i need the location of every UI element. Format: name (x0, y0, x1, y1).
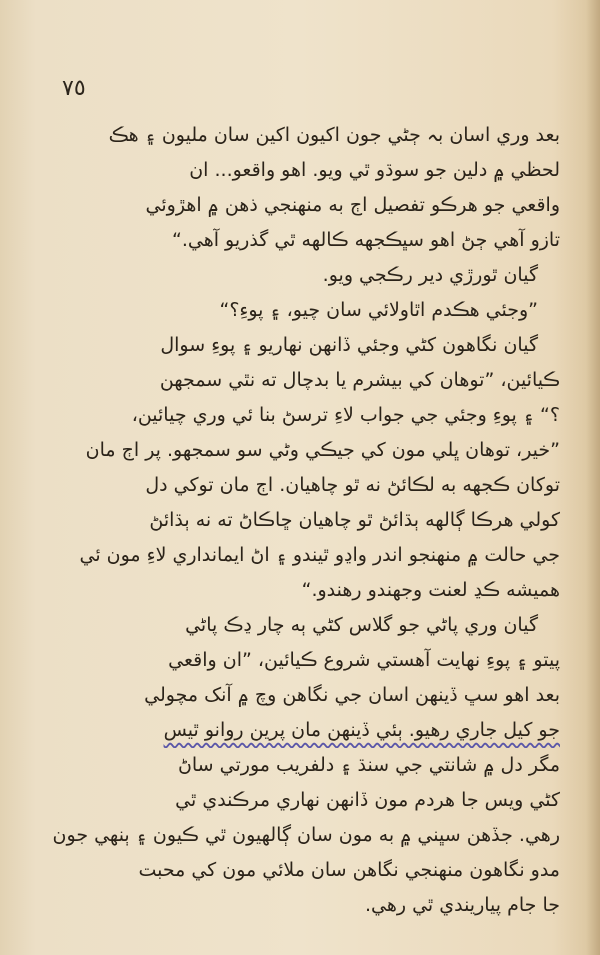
page-edge-shadow (586, 0, 600, 955)
text-line: ؟“ ۽ پوءِ وجئي جي جواب لاءِ ترسڻ بنا ئي وري چيائين، (131, 404, 560, 426)
text-line: گيان نگاهون کڻي وجئي ڏانهن نهاريو ۽ پوءِ سوال (160, 334, 538, 356)
text-line: کولي هرڪا ڳالهه ٻڌائڻ ٿو چاهيان ڇاڪاڻ ته نه ٻڌائڻ (149, 509, 560, 531)
text-line: ڪيائين، ”توهان کي بيشرم يا بدچال ته نٿي سمجهن (159, 369, 560, 391)
text-line: رهي. جڏهن سڀني ۾ به مون سان ڳالهيون ٿي ڪيون ۽ ٻنهي جون (52, 824, 560, 846)
text-line: جا جام پياريندي ٿي رهي. (364, 894, 560, 916)
text-line: ”وجئي هڪدم اٿاولائي سان چيو، ۽ پوءِ؟“ (219, 299, 538, 321)
text-line: توکان ڪجهه به لڪائڻ نه ٿو چاهيان. اڄ مان توکي دل (145, 474, 560, 496)
text-line: ”خير، توهان ڀلي مون کي جيڪي وڻي سو سمجهو. پر اڄ مان (85, 439, 560, 461)
text-line: پيتو ۽ پوءِ نهايت آهستي شروع ڪيائين، ”ان واقعي (168, 649, 560, 671)
text-line: جي حالت ۾ منهنجو اندر واڍو ٿيندو ۽ اڻ ايمانداري لاءِ مون ئي (79, 544, 560, 566)
text-line: بعد اهو سڀ ڏينهن اسان جي نگاهن وچ ۾ آنک مچولي (144, 684, 560, 706)
text-line: بعد وري اسان بہ ڄڻي جون اکيون اکين سان مليون ۽ هڪ (108, 124, 560, 146)
body-text (40, 118, 560, 923)
text-line: گيان وري پاڻي جو گلاس کڻي ٻه چار ڍڪ پاڻي (185, 614, 538, 636)
page-number: ٧٥ (62, 76, 86, 101)
text-line: مدو نگاهون منهنجي نگاهن سان ملائي مون کي محبت (138, 859, 560, 881)
underlined-text-line: جو کيل جاري رهيو. ٻئي ڏينهن مان پرين روانو ٿيس (163, 719, 560, 741)
text-line: هميشه ڪڍ لعنت وجهندو رهندو.“ (301, 579, 560, 601)
text-line: گيان ٿورڙي دير رڪجي ويو. (322, 264, 538, 286)
text-line: کڻي ويس جا هردم مون ڏانهن نهاري مرڪندي ٿي (175, 789, 560, 811)
text-line: واقعي جو هرڪو تفصيل اڄ به منهنجي ذهن ۾ اهڙوئي (145, 194, 560, 216)
text-line: تازو آهي ڄڻ اهو سڀڪجهه ڪالهه ٿي گذريو آهي.“ (171, 229, 560, 251)
text-line: مگر دل ۾ شانتي جي سنڌ ۽ دلفريب مورتي ساڻ (177, 754, 560, 776)
text-line: لحظي ۾ دلين جو سوڌو ٿي ويو. اهو واقعو... ان (189, 159, 560, 181)
